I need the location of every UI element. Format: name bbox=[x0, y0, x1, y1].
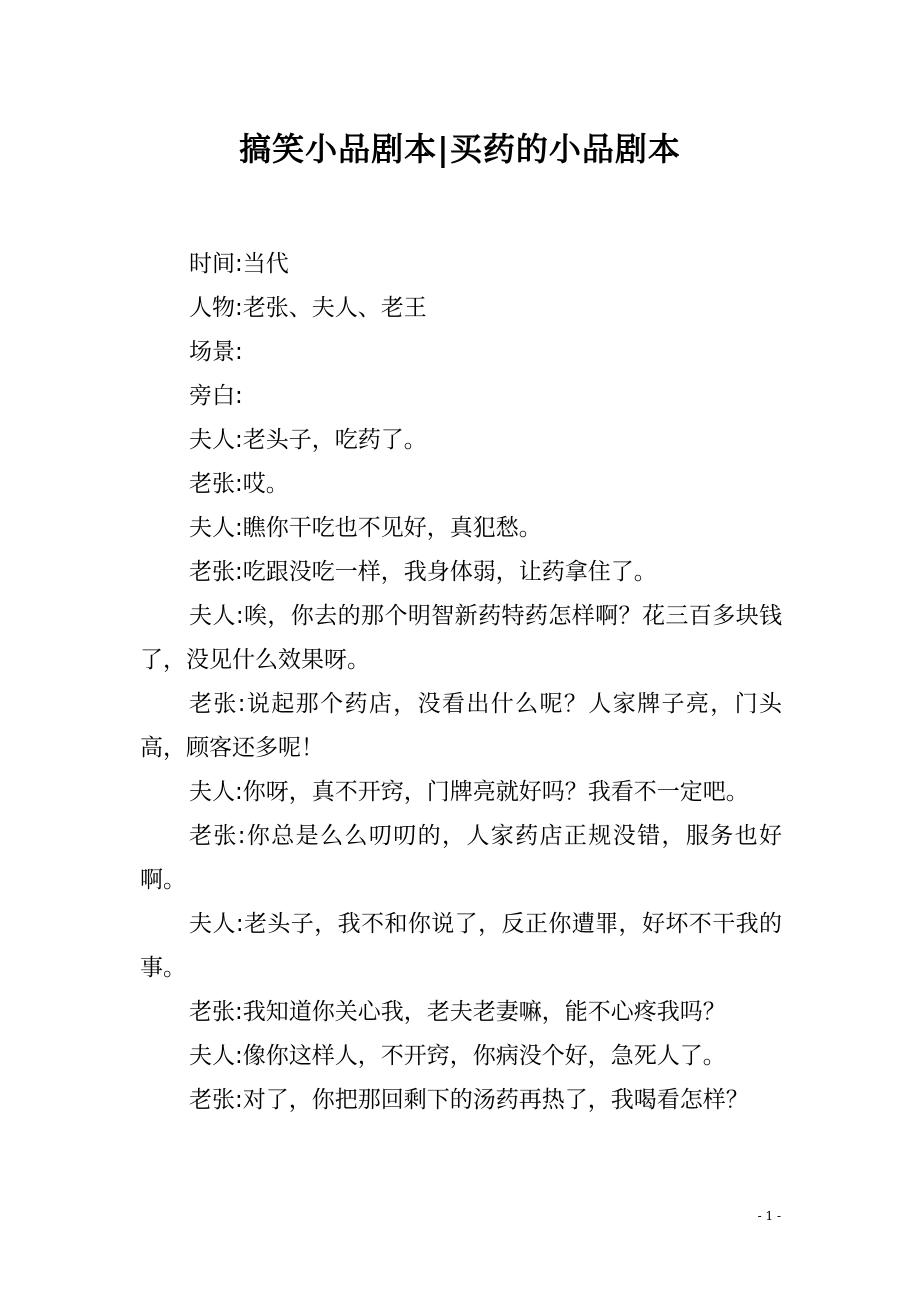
speaker-separator: : bbox=[237, 823, 246, 849]
speaker-separator: : bbox=[235, 559, 243, 585]
speaker-separator: : bbox=[235, 251, 243, 277]
line-text: 老张、夫人、老王 bbox=[242, 295, 427, 321]
speaker-label: 旁白 bbox=[189, 383, 235, 409]
line-text: 老头子，吃药了。 bbox=[242, 427, 427, 453]
speaker-separator: : bbox=[235, 339, 243, 365]
script-line bbox=[140, 506, 782, 550]
speaker-separator: : bbox=[235, 515, 243, 541]
speaker-label: 场景 bbox=[189, 339, 235, 365]
script-line bbox=[140, 1078, 782, 1122]
script-line bbox=[140, 990, 782, 1034]
line-text: 你总是么么叨叨的，人家药店正规没错，服务也好啊。 bbox=[140, 823, 783, 893]
document-title: 搞笑小品剧本|买药的小品剧本 bbox=[239, 130, 681, 168]
script-line bbox=[140, 462, 782, 506]
speaker-separator: : bbox=[235, 911, 244, 937]
speaker-label: 夫人 bbox=[189, 603, 236, 629]
script-line bbox=[140, 286, 782, 330]
script-body bbox=[140, 242, 782, 1122]
script-line bbox=[140, 902, 782, 990]
speaker-separator: : bbox=[237, 691, 246, 717]
speaker-label: 夫人 bbox=[189, 515, 235, 541]
speaker-separator: : bbox=[235, 383, 243, 409]
speaker-label: 老张 bbox=[189, 823, 238, 849]
speaker-label: 老张 bbox=[189, 1087, 235, 1113]
speaker-label: 老张 bbox=[189, 691, 238, 717]
speaker-label: 老张 bbox=[189, 559, 235, 585]
script-line bbox=[140, 770, 782, 814]
speaker-label: 时间 bbox=[189, 251, 235, 277]
script-line bbox=[140, 374, 782, 418]
script-line bbox=[140, 330, 782, 374]
script-line bbox=[140, 682, 782, 770]
speaker-label: 夫人 bbox=[189, 911, 236, 937]
script-line bbox=[140, 242, 782, 286]
script-line bbox=[140, 418, 782, 462]
line-text: 吃跟没吃一样，我身体弱，让药拿住了。 bbox=[242, 559, 657, 585]
script-line bbox=[140, 814, 782, 902]
speaker-label: 老张 bbox=[189, 471, 235, 497]
script-line bbox=[140, 594, 782, 682]
line-text: 我知道你关心我，老夫老妻嘛，能不心疼我吗？ bbox=[242, 999, 726, 1025]
speaker-separator: : bbox=[235, 295, 243, 321]
speaker-separator: : bbox=[235, 427, 243, 453]
speaker-separator: : bbox=[235, 603, 244, 629]
line-text: 哎。 bbox=[242, 471, 289, 497]
script-line bbox=[140, 550, 782, 594]
speaker-label: 老张 bbox=[189, 999, 235, 1025]
line-text: 像你这样人，不开窍，你病没个好，急死人了。 bbox=[242, 1043, 726, 1069]
line-text: 老头子，我不和你说了，反正你遭罪，好坏不干我的事。 bbox=[140, 911, 783, 981]
speaker-separator: : bbox=[235, 471, 243, 497]
line-text: 你呀，真不开窍，门牌亮就好吗？我看不一定吧。 bbox=[242, 779, 749, 805]
speaker-label: 夫人 bbox=[189, 779, 235, 805]
speaker-label: 人物 bbox=[189, 295, 235, 321]
speaker-separator: : bbox=[235, 779, 243, 805]
speaker-label: 夫人 bbox=[189, 427, 235, 453]
script-line bbox=[140, 1034, 782, 1078]
speaker-label: 夫人 bbox=[189, 1043, 235, 1069]
speaker-separator: : bbox=[235, 999, 243, 1025]
line-text: 唉，你去的那个明智新药特药怎样啊？花三百多块钱了，没见什么效果呀。 bbox=[140, 603, 783, 673]
line-text: 说起那个药店，没看出什么呢？人家牌子亮，门头高，顾客还多呢！ bbox=[140, 691, 783, 761]
line-text: 瞧你干吃也不见好，真犯愁。 bbox=[242, 515, 542, 541]
speaker-separator: : bbox=[235, 1087, 243, 1113]
speaker-separator: : bbox=[235, 1043, 243, 1069]
page-number: - 1 - bbox=[757, 1209, 781, 1223]
line-text: 当代 bbox=[242, 251, 289, 277]
line-text: 对了，你把那回剩下的汤药再热了，我喝看怎样？ bbox=[242, 1087, 749, 1113]
